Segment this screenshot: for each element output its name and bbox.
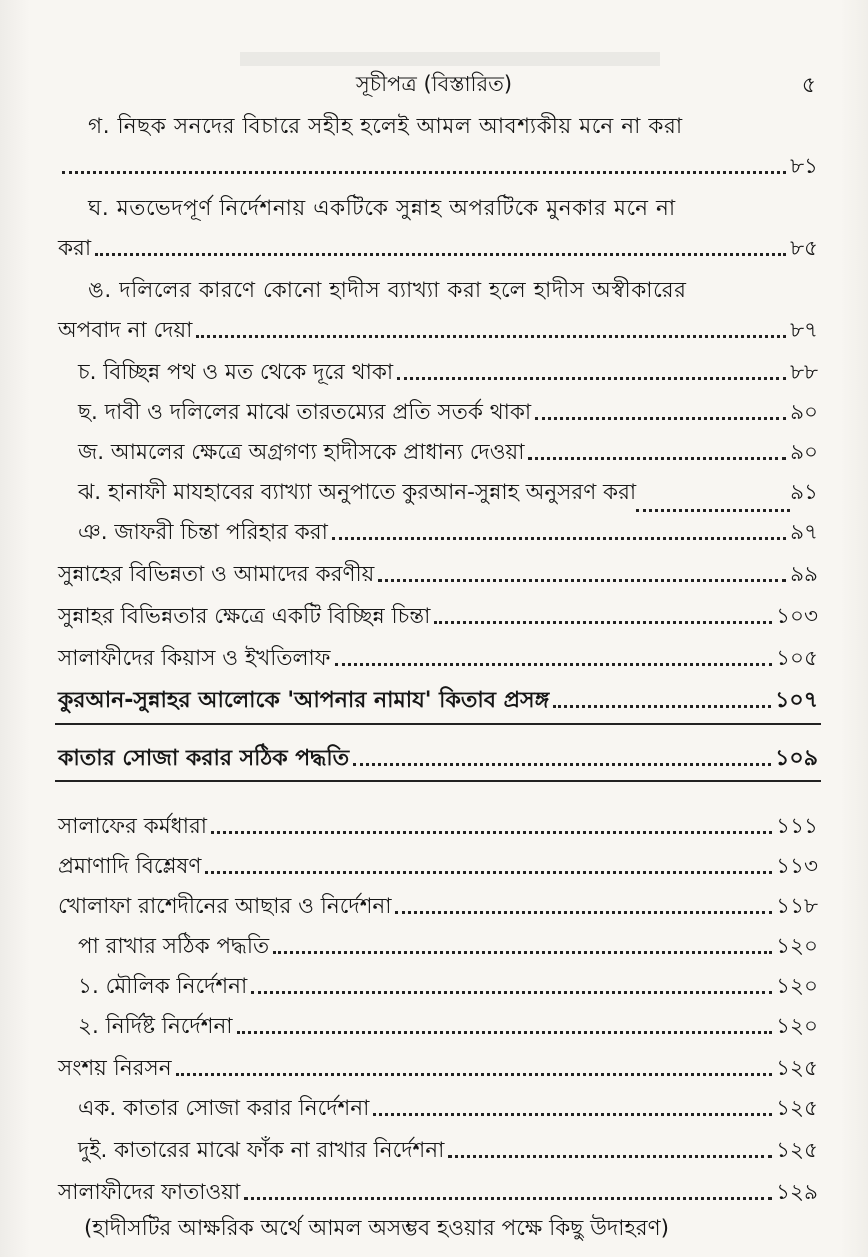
toc-entry-text: পা রাখার সঠিক পদ্ধতি	[78, 934, 270, 960]
leader-dots	[335, 661, 773, 666]
leader-dots	[196, 333, 786, 338]
toc-entry-text: সুন্নাহের বিভিন্নতা ও আমাদের করণীয়	[58, 562, 375, 588]
toc-entry	[78, 1090, 818, 1128]
page-number: ৫	[801, 73, 816, 98]
leader-dots	[244, 1195, 772, 1200]
toc-entry-text: ঞ. জাফরী চিন্তা পরিহার করা	[78, 520, 328, 546]
leader-dots	[535, 415, 786, 420]
toc-entry-text: কাতার সোজা করার সঠিক পদ্ধতি	[58, 745, 350, 771]
toc-entry-text: করা	[58, 236, 92, 262]
toc-entry-text: (হাদীসটির আক্ষরিক অর্থে আমল অসম্ভব হওয়ার পক্ষে কিছু উদাহরণ)	[84, 1216, 669, 1242]
toc-entry	[78, 394, 818, 432]
toc-entry-text: চ. বিচ্ছিন্ন পথ ও মত থেকে দূরে থাকা	[78, 360, 394, 386]
toc-page-number: ১১৮	[776, 894, 818, 920]
toc-entry-text: খোলাফা রাশেদীনের আছার ও নির্দেশনা	[58, 894, 392, 920]
leader-dots	[373, 1111, 772, 1116]
toc-page-number: ৮১	[790, 154, 818, 180]
toc-entry	[78, 1008, 818, 1046]
toc-entry-text: ২. নির্দিষ্ট নির্দেশনা	[78, 1014, 233, 1040]
toc-entry	[88, 108, 818, 146]
toc-page-number: ১১৩	[776, 854, 818, 880]
toc-entry-text: ১. মৌলিক নির্দেশনা	[78, 974, 248, 1000]
leader-dots	[62, 169, 786, 174]
toc-entry	[58, 556, 818, 594]
toc-entry	[58, 1174, 818, 1212]
toc-entry	[58, 312, 818, 350]
toc-page-number: ৯০	[790, 400, 818, 426]
leader-dots	[251, 989, 772, 994]
toc-page-number: ৯৭	[790, 520, 818, 546]
toc-entry	[78, 434, 818, 472]
leader-dots	[397, 375, 786, 380]
toc-page-number: ১১১	[776, 814, 818, 840]
leader-dots	[353, 761, 771, 766]
toc-page-number: ১২৫	[776, 1096, 818, 1122]
toc-entry-text: সালাফীদের কিয়াস ও ইখতিলাফ	[58, 646, 331, 672]
toc-page-number: ১২০	[776, 974, 818, 1000]
toc-entry	[58, 808, 818, 846]
leader-dots	[553, 703, 771, 708]
toc-entry-text: জ. আমলের ক্ষেত্রে অগ্রগণ্য হাদীসকে প্রাধান্য দেওয়া	[78, 440, 525, 466]
toc-entry-text: সালাফের কর্মধারা	[58, 814, 208, 840]
leader-dots	[448, 1153, 772, 1158]
leader-dots	[95, 251, 786, 256]
toc-entry-text: গ. নিছক সনদের বিচারে সহীহ হলেই আমল আবশ্যকীয় মনে না করা	[88, 114, 683, 140]
toc-entry-text: সংশয় নিরসন	[58, 1056, 172, 1082]
toc-entry	[78, 514, 818, 552]
toc-entry	[58, 148, 818, 186]
toc-page-number: ৮৮	[790, 360, 818, 386]
leader-dots	[211, 829, 772, 834]
toc-page-number: ৯১	[790, 480, 818, 506]
toc-page-number: ১২৫	[776, 1138, 818, 1164]
chapter-underline	[55, 780, 821, 782]
toc-entry-text: কুরআন-সুন্নাহর আলোকে 'আপনার নামায' কিতাব প্রসঙ্গ	[58, 687, 550, 713]
toc-entry-text: এক. কাতার সোজা করার নির্দেশনা	[78, 1096, 370, 1122]
toc-entry	[58, 640, 818, 678]
toc-entry-text: ঝ. হানাফী মাযহাবের ব্যাখ্যা অনুপাতে কুরআন-সুন্নাহ অনুসরণ করা	[78, 480, 637, 506]
leader-dots	[528, 455, 786, 460]
toc-entry-text: সুন্নাহর বিভিন্নতার ক্ষেত্রে একটি বিচ্ছিন্ন চিন্তা	[58, 604, 431, 630]
toc-page-number: ১২০	[776, 934, 818, 960]
toc-entry	[58, 888, 818, 926]
toc-entry	[58, 230, 818, 268]
toc-page-number: ১০৫	[776, 646, 818, 672]
toc-entry	[88, 272, 818, 310]
toc-chapter-entry	[58, 682, 818, 720]
toc-note	[84, 1210, 820, 1248]
toc-entry	[88, 190, 818, 228]
toc-entry-text: অপবাদ না দেয়া	[58, 318, 193, 344]
toc-entry-text: ঘ. মতভেদপূর্ণ নির্দেশনায় একটিকে সুন্নাহ অপরটিকে মুনকার মনে না	[88, 196, 676, 222]
leader-dots	[205, 869, 772, 874]
toc-entry-text: প্রমাণাদি বিশ্লেষণ	[58, 854, 202, 880]
toc-entry	[58, 848, 818, 886]
toc-page-number: ৯০	[790, 440, 818, 466]
toc-entry	[78, 1132, 818, 1170]
leader-dots	[395, 909, 772, 914]
toc-page-number: ১২০	[776, 1014, 818, 1040]
toc-page-number: ৮৫	[790, 236, 818, 262]
toc-entry	[78, 474, 818, 512]
leader-dots	[434, 619, 772, 624]
toc-entry	[78, 928, 818, 966]
toc-page-number: ১০৩	[776, 604, 818, 630]
running-head	[0, 62, 868, 102]
leader-dots	[273, 949, 772, 954]
toc-entry	[58, 1050, 818, 1088]
toc-entry-text: সালাফীদের ফাতাওয়া	[58, 1180, 241, 1206]
toc-entry	[78, 968, 818, 1006]
toc-chapter-entry	[58, 740, 818, 778]
leader-dots	[237, 1029, 773, 1034]
toc-entry-text: ছ. দাবী ও দলিলের মাঝে তারতম্যের প্রতি সতর্ক থাকা	[78, 400, 532, 426]
toc-page-number: ১০৯	[775, 745, 818, 771]
leader-dots	[636, 507, 790, 512]
toc-page-number: ১২৫	[776, 1056, 818, 1082]
toc-page-number: ১০৭	[775, 687, 818, 713]
toc-entry-text: ঙ. দলিলের কারণে কোনো হাদীস ব্যাখ্যা করা হলে হাদীস অস্বীকারের	[88, 278, 687, 304]
toc-page-number: ৯৯	[790, 562, 818, 588]
page-title: সূচীপত্র (বিস্তারিত)	[355, 72, 513, 96]
chapter-underline	[55, 723, 821, 725]
toc-page-number: ১২৯	[776, 1180, 818, 1206]
leader-dots	[176, 1071, 773, 1076]
toc-entry	[78, 354, 818, 392]
leader-dots	[378, 577, 786, 582]
leader-dots	[332, 535, 786, 540]
toc-page-number: ৮৭	[790, 318, 818, 344]
toc-entry-text: দুই. কাতারের মাঝে ফাঁক না রাখার নির্দেশনা	[78, 1138, 445, 1164]
toc-entry	[58, 598, 818, 636]
